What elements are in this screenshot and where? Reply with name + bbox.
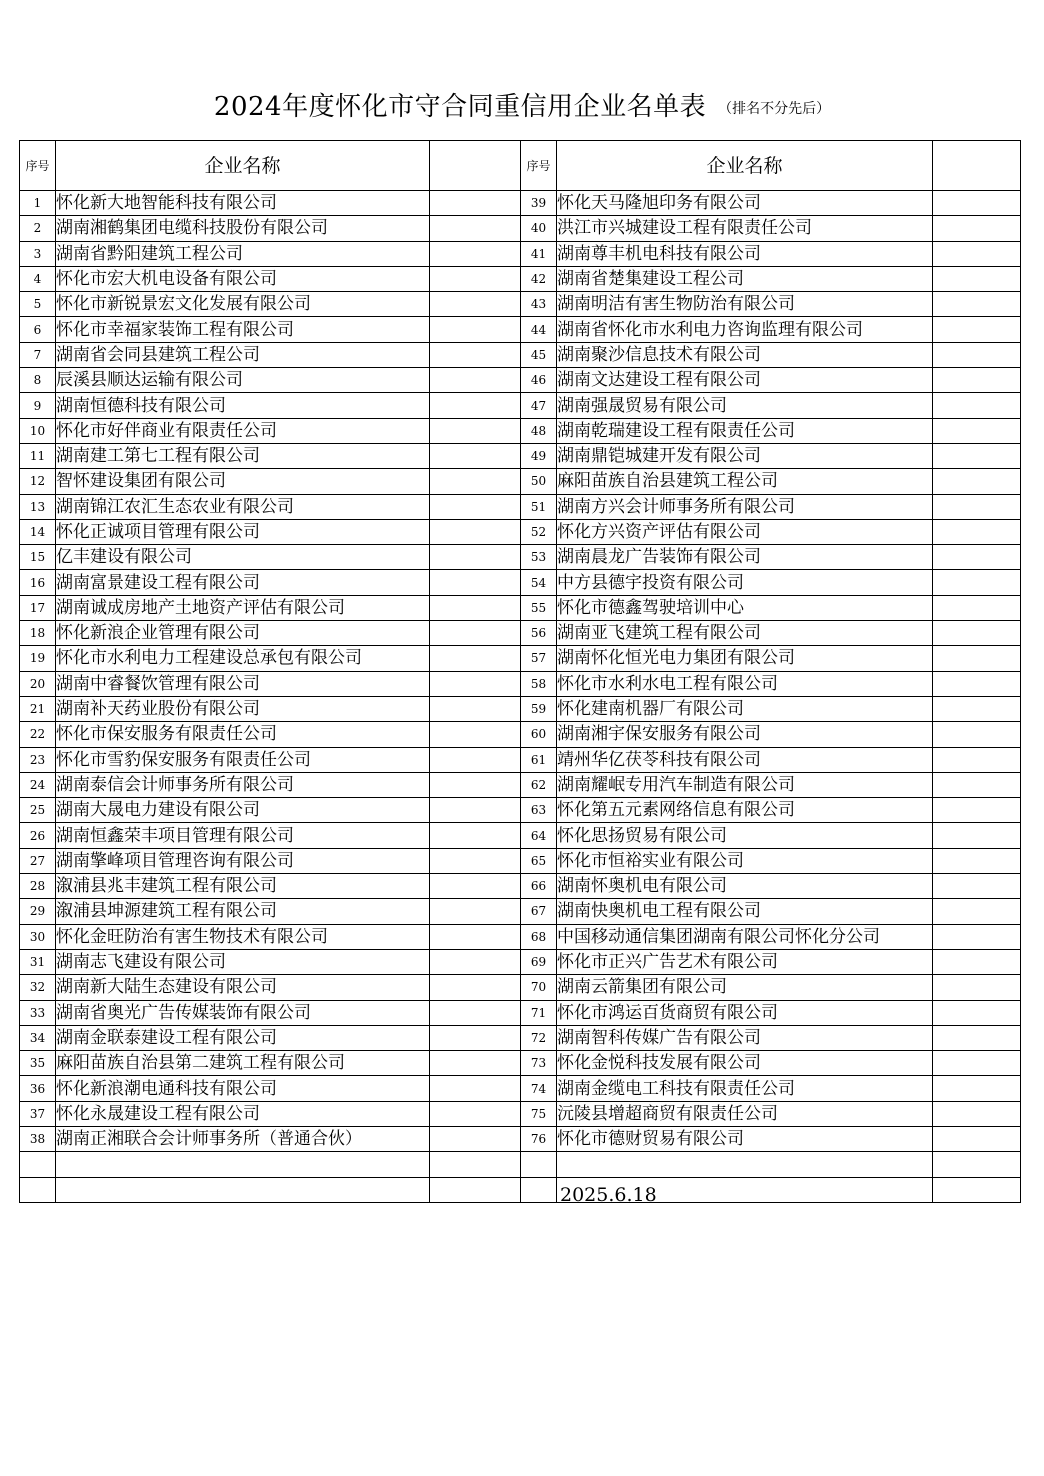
- company-name: 湖南乾瑞建设工程有限责任公司: [557, 418, 933, 443]
- blank-cell: [933, 1076, 1021, 1101]
- blank-cell: [933, 494, 1021, 519]
- blank-cell: [430, 722, 521, 747]
- row-number: 18: [20, 621, 56, 646]
- blank-cell: [430, 621, 521, 646]
- company-name: 溆浦县兆丰建筑工程有限公司: [56, 874, 430, 899]
- company-name: 辰溪县顺达运输有限公司: [56, 368, 430, 393]
- blank-cell: [430, 772, 521, 797]
- row-number: 52: [521, 519, 557, 544]
- blank-cell: [430, 191, 521, 216]
- table-row: [20, 443, 1021, 468]
- row-number: 41: [521, 241, 557, 266]
- row-number: 20: [20, 671, 56, 696]
- company-name: 湖南建工第七工程有限公司: [56, 443, 430, 468]
- table-row: [20, 646, 1021, 671]
- blank-cell: [430, 266, 521, 291]
- company-name: 怀化市水利电力工程建设总承包有限公司: [56, 646, 430, 671]
- company-name: 洪江市兴城建设工程有限责任公司: [557, 216, 933, 241]
- title-block: [0, 86, 1044, 123]
- table-row: [20, 216, 1021, 241]
- blank-cell: [430, 1051, 521, 1076]
- company-name: 麻阳苗族自治县第二建筑工程有限公司: [56, 1051, 430, 1076]
- row-number: 45: [521, 342, 557, 367]
- company-name: [56, 1152, 430, 1177]
- blank-cell: [933, 924, 1021, 949]
- blank-cell: [430, 823, 521, 848]
- blank-cell: [933, 368, 1021, 393]
- company-name: 湖南补天药业股份有限公司: [56, 696, 430, 721]
- row-number: 32: [20, 975, 56, 1000]
- blank-cell: [933, 1000, 1021, 1025]
- company-name: 湖南恒鑫荣丰项目管理有限公司: [56, 823, 430, 848]
- row-number: 35: [20, 1051, 56, 1076]
- company-name: 湖南怀奥机电有限公司: [557, 874, 933, 899]
- company-name: 怀化金悦科技发展有限公司: [557, 1051, 933, 1076]
- table-row: [20, 1000, 1021, 1025]
- row-number: 38: [20, 1126, 56, 1151]
- company-name: 湖南擎峰项目管理咨询有限公司: [56, 848, 430, 873]
- table-row: [20, 191, 1021, 216]
- company-name: 湖南尊丰机电科技有限公司: [557, 241, 933, 266]
- blank-cell: [430, 368, 521, 393]
- blank-cell: [430, 696, 521, 721]
- blank-cell: [933, 747, 1021, 772]
- company-name: 湖南云箭集团有限公司: [557, 975, 933, 1000]
- blank-cell: [430, 1126, 521, 1151]
- blank-cell: [933, 848, 1021, 873]
- row-number: 42: [521, 266, 557, 291]
- company-name: 怀化市好伴商业有限责任公司: [56, 418, 430, 443]
- blank-cell: [933, 266, 1021, 291]
- blank-cell: [430, 646, 521, 671]
- blank-cell: [430, 292, 521, 317]
- table-row: [20, 924, 1021, 949]
- row-number: 15: [20, 545, 56, 570]
- table-row: [20, 1126, 1021, 1151]
- row-number: 69: [521, 949, 557, 974]
- table-row: [20, 671, 1021, 696]
- row-number: 13: [20, 494, 56, 519]
- company-name: 湖南晨龙广告装饰有限公司: [557, 545, 933, 570]
- row-number: [521, 1152, 557, 1177]
- blank-cell: [430, 1076, 521, 1101]
- blank-cell: [933, 899, 1021, 924]
- company-name: 湖南金缆电工科技有限责任公司: [557, 1076, 933, 1101]
- company-name: 湖南智科传媒广告有限公司: [557, 1025, 933, 1050]
- row-number: 56: [521, 621, 557, 646]
- row-number: 65: [521, 848, 557, 873]
- table-row: [20, 899, 1021, 924]
- blank-cell: [933, 469, 1021, 494]
- row-number: 44: [521, 317, 557, 342]
- company-name: 怀化金旺防治有害生物技术有限公司: [56, 924, 430, 949]
- blank-cell: [933, 772, 1021, 797]
- blank-cell: [430, 1000, 521, 1025]
- header-no-right: 序号: [521, 141, 557, 191]
- row-number: 9: [20, 393, 56, 418]
- company-name: 怀化天马隆旭印务有限公司: [557, 191, 933, 216]
- blank-cell: [933, 443, 1021, 468]
- row-number: 27: [20, 848, 56, 873]
- blank-cell: [430, 393, 521, 418]
- blank-cell: [430, 747, 521, 772]
- row-number: 5: [20, 292, 56, 317]
- row-number: 11: [20, 443, 56, 468]
- row-number: 25: [20, 798, 56, 823]
- row-number: 2: [20, 216, 56, 241]
- blank-cell: [430, 216, 521, 241]
- blank-cell: [430, 418, 521, 443]
- blank-cell: [933, 519, 1021, 544]
- company-name: 怀化市幸福家装饰工程有限公司: [56, 317, 430, 342]
- company-name: 怀化方兴资产评估有限公司: [557, 519, 933, 544]
- company-name: 靖州华亿茯苓科技有限公司: [557, 747, 933, 772]
- row-number: 22: [20, 722, 56, 747]
- company-name: 怀化新大地智能科技有限公司: [56, 191, 430, 216]
- company-name: 怀化第五元素网络信息有限公司: [557, 798, 933, 823]
- row-number: 1: [20, 191, 56, 216]
- row-number: [521, 1177, 557, 1202]
- table-row: [20, 798, 1021, 823]
- blank-cell: [933, 696, 1021, 721]
- company-name: 湖南方兴会计师事务所有限公司: [557, 494, 933, 519]
- blank-cell: [430, 949, 521, 974]
- row-number: 72: [521, 1025, 557, 1050]
- row-number: [20, 1177, 56, 1202]
- company-name: 湖南志飞建设有限公司: [56, 949, 430, 974]
- blank-cell: [430, 494, 521, 519]
- company-name: 怀化市新锐景宏文化发展有限公司: [56, 292, 430, 317]
- company-name: 湖南省会同县建筑工程公司: [56, 342, 430, 367]
- row-number: 75: [521, 1101, 557, 1126]
- blank-cell: [933, 317, 1021, 342]
- company-name: 湖南泰信会计师事务所有限公司: [56, 772, 430, 797]
- blank-cell: [933, 545, 1021, 570]
- blank-cell: [430, 975, 521, 1000]
- company-name: 怀化市正兴广告艺术有限公司: [557, 949, 933, 974]
- company-name: [557, 1152, 933, 1177]
- table-row: [20, 1051, 1021, 1076]
- blank-cell: [933, 1025, 1021, 1050]
- blank-cell: [933, 671, 1021, 696]
- blank-cell: [430, 469, 521, 494]
- row-number: 61: [521, 747, 557, 772]
- blank-cell: [430, 1177, 521, 1202]
- blank-cell: [933, 191, 1021, 216]
- row-number: 66: [521, 874, 557, 899]
- row-number: 62: [521, 772, 557, 797]
- row-number: 58: [521, 671, 557, 696]
- blank-cell: [933, 292, 1021, 317]
- table-row: [20, 1025, 1021, 1050]
- blank-cell: [933, 570, 1021, 595]
- table-row: [20, 696, 1021, 721]
- blank-cell: [933, 1126, 1021, 1151]
- table-row: [20, 949, 1021, 974]
- company-name: 怀化正诚项目管理有限公司: [56, 519, 430, 544]
- table-row: [20, 1101, 1021, 1126]
- row-number: 46: [521, 368, 557, 393]
- row-number: 63: [521, 798, 557, 823]
- row-number: 73: [521, 1051, 557, 1076]
- blank-cell: [933, 1177, 1021, 1202]
- company-name: 湖南聚沙信息技术有限公司: [557, 342, 933, 367]
- blank-cell: [430, 1152, 521, 1177]
- table-row: [20, 1152, 1021, 1177]
- row-number: 74: [521, 1076, 557, 1101]
- header-no-left: 序号: [20, 141, 56, 191]
- row-number: 10: [20, 418, 56, 443]
- blank-cell: [430, 595, 521, 620]
- row-number: 64: [521, 823, 557, 848]
- blank-cell: [430, 241, 521, 266]
- company-name: 湖南文达建设工程有限公司: [557, 368, 933, 393]
- table-row: [20, 1177, 1021, 1202]
- company-name: 中国移动通信集团湖南有限公司怀化分公司: [557, 924, 933, 949]
- blank-cell: [430, 924, 521, 949]
- blank-cell: [933, 646, 1021, 671]
- table-row: [20, 494, 1021, 519]
- row-number: 60: [521, 722, 557, 747]
- company-name: 中方县德宇投资有限公司: [557, 570, 933, 595]
- blank-cell: [933, 823, 1021, 848]
- company-name: 湖南恒德科技有限公司: [56, 393, 430, 418]
- company-name: 湖南正湘联合会计师事务所（普通合伙）: [56, 1126, 430, 1151]
- blank-cell: [430, 848, 521, 873]
- row-number: 31: [20, 949, 56, 974]
- company-name: 怀化新浪潮电通科技有限公司: [56, 1076, 430, 1101]
- row-number: 23: [20, 747, 56, 772]
- row-number: 8: [20, 368, 56, 393]
- company-name: 湖南怀化恒光电力集团有限公司: [557, 646, 933, 671]
- table-row: [20, 747, 1021, 772]
- row-number: 36: [20, 1076, 56, 1101]
- company-name: 湖南强晟贸易有限公司: [557, 393, 933, 418]
- table-row: [20, 469, 1021, 494]
- row-number: 55: [521, 595, 557, 620]
- table-row: [20, 975, 1021, 1000]
- table-row: [20, 393, 1021, 418]
- company-name: 湖南耀岷专用汽车制造有限公司: [557, 772, 933, 797]
- row-number: 39: [521, 191, 557, 216]
- row-number: 29: [20, 899, 56, 924]
- row-number: 26: [20, 823, 56, 848]
- company-name: 怀化市雪豹保安服务有限责任公司: [56, 747, 430, 772]
- row-number: 48: [521, 418, 557, 443]
- blank-cell: [430, 1025, 521, 1050]
- company-name: 湖南鼎铠城建开发有限公司: [557, 443, 933, 468]
- row-number: 70: [521, 975, 557, 1000]
- row-number: 37: [20, 1101, 56, 1126]
- table-row: [20, 241, 1021, 266]
- blank-cell: [933, 216, 1021, 241]
- company-name: 溆浦县坤源建筑工程有限公司: [56, 899, 430, 924]
- company-name: 湖南省奥光广告传媒装饰有限公司: [56, 1000, 430, 1025]
- company-name: 湖南亚飞建筑工程有限公司: [557, 621, 933, 646]
- company-name: 湖南湘宇保安服务有限公司: [557, 722, 933, 747]
- row-number: 40: [521, 216, 557, 241]
- row-number: 6: [20, 317, 56, 342]
- row-number: 71: [521, 1000, 557, 1025]
- company-name: 怀化市德财贸易有限公司: [557, 1126, 933, 1151]
- date-text: 2025.6.18: [560, 1184, 657, 1206]
- company-name: 湖南富景建设工程有限公司: [56, 570, 430, 595]
- company-name: 湖南快奥机电工程有限公司: [557, 899, 933, 924]
- row-number: 4: [20, 266, 56, 291]
- table-row: [20, 368, 1021, 393]
- row-number: 50: [521, 469, 557, 494]
- row-number: 3: [20, 241, 56, 266]
- company-name: 湖南省楚集建设工程公司: [557, 266, 933, 291]
- company-name: 亿丰建设有限公司: [56, 545, 430, 570]
- row-number: 53: [521, 545, 557, 570]
- blank-cell: [430, 342, 521, 367]
- page-title: 2024年度怀化市守合同重信用企业名单表: [213, 92, 707, 122]
- blank-cell: [430, 899, 521, 924]
- table-row: [20, 722, 1021, 747]
- header-blank-left: [430, 141, 521, 191]
- table-row: [20, 266, 1021, 291]
- blank-cell: [933, 621, 1021, 646]
- table-row: [20, 570, 1021, 595]
- blank-cell: [430, 874, 521, 899]
- blank-cell: [933, 342, 1021, 367]
- company-name: 湖南省怀化市水利电力咨询监理有限公司: [557, 317, 933, 342]
- table-row: [20, 874, 1021, 899]
- row-number: 34: [20, 1025, 56, 1050]
- blank-cell: [933, 722, 1021, 747]
- blank-cell: [933, 241, 1021, 266]
- blank-cell: [933, 1051, 1021, 1076]
- row-number: 67: [521, 899, 557, 924]
- blank-cell: [430, 671, 521, 696]
- company-name: 怀化市德鑫驾驶培训中心: [557, 595, 933, 620]
- company-name: 湖南锦江农汇生态农业有限公司: [56, 494, 430, 519]
- row-number: 33: [20, 1000, 56, 1025]
- table-row: [20, 418, 1021, 443]
- blank-cell: [430, 443, 521, 468]
- row-number: 24: [20, 772, 56, 797]
- row-number: 28: [20, 874, 56, 899]
- row-number: 19: [20, 646, 56, 671]
- blank-cell: [430, 798, 521, 823]
- row-number: 51: [521, 494, 557, 519]
- row-number: 76: [521, 1126, 557, 1151]
- table-header-row: [20, 141, 1021, 191]
- row-number: 57: [521, 646, 557, 671]
- company-name: 怀化市保安服务有限责任公司: [56, 722, 430, 747]
- header-blank-right: [933, 141, 1021, 191]
- row-number: 14: [20, 519, 56, 544]
- blank-cell: [933, 1152, 1021, 1177]
- blank-cell: [933, 874, 1021, 899]
- company-name: 怀化市鸿运百货商贸有限公司: [557, 1000, 933, 1025]
- company-name: 智怀建设集团有限公司: [56, 469, 430, 494]
- company-name: 怀化思扬贸易有限公司: [557, 823, 933, 848]
- row-number: 16: [20, 570, 56, 595]
- company-name: 湖南大晟电力建设有限公司: [56, 798, 430, 823]
- table-row: [20, 772, 1021, 797]
- company-name: 怀化永晟建设工程有限公司: [56, 1101, 430, 1126]
- table-row: [20, 1076, 1021, 1101]
- company-name: 怀化市宏大机电设备有限公司: [56, 266, 430, 291]
- table-row: [20, 595, 1021, 620]
- table-row: [20, 823, 1021, 848]
- row-number: 47: [521, 393, 557, 418]
- table-row: [20, 545, 1021, 570]
- company-table: [19, 140, 1021, 1203]
- company-name: 湖南诚成房地产土地资产评估有限公司: [56, 595, 430, 620]
- row-number: 59: [521, 696, 557, 721]
- company-name: 湖南湘鹤集团电缆科技股份有限公司: [56, 216, 430, 241]
- company-name: 怀化新浪企业管理有限公司: [56, 621, 430, 646]
- company-name: 怀化市水利水电工程有限公司: [557, 671, 933, 696]
- row-number: 68: [521, 924, 557, 949]
- table-row: [20, 519, 1021, 544]
- row-number: 54: [521, 570, 557, 595]
- company-name: 湖南中睿餐饮管理有限公司: [56, 671, 430, 696]
- blank-cell: [933, 595, 1021, 620]
- row-number: 30: [20, 924, 56, 949]
- blank-cell: [430, 570, 521, 595]
- row-number: 7: [20, 342, 56, 367]
- blank-cell: [933, 1101, 1021, 1126]
- blank-cell: [430, 317, 521, 342]
- company-name: 湖南新大陆生态建设有限公司: [56, 975, 430, 1000]
- table-row: [20, 621, 1021, 646]
- company-name: 麻阳苗族自治县建筑工程公司: [557, 469, 933, 494]
- blank-cell: [933, 798, 1021, 823]
- company-name: 沅陵县增超商贸有限责任公司: [557, 1101, 933, 1126]
- header-name-left: 企业名称: [56, 141, 430, 191]
- blank-cell: [933, 418, 1021, 443]
- blank-cell: [933, 975, 1021, 1000]
- table-row: [20, 848, 1021, 873]
- row-number: 43: [521, 292, 557, 317]
- company-name: 怀化建南机器厂有限公司: [557, 696, 933, 721]
- row-number: 12: [20, 469, 56, 494]
- row-number: 49: [521, 443, 557, 468]
- company-name: 湖南省黔阳建筑工程公司: [56, 241, 430, 266]
- company-name: 湖南金联泰建设工程有限公司: [56, 1025, 430, 1050]
- row-number: 17: [20, 595, 56, 620]
- table-row: [20, 317, 1021, 342]
- company-name: 湖南明洁有害生物防治有限公司: [557, 292, 933, 317]
- row-number: [20, 1152, 56, 1177]
- table-row: [20, 342, 1021, 367]
- blank-cell: [430, 545, 521, 570]
- table-row: [20, 292, 1021, 317]
- company-name: [56, 1177, 430, 1202]
- blank-cell: [933, 949, 1021, 974]
- blank-cell: [430, 1101, 521, 1126]
- blank-cell: [430, 519, 521, 544]
- header-name-right: 企业名称: [557, 141, 933, 191]
- row-number: 21: [20, 696, 56, 721]
- company-name: 怀化市恒裕实业有限公司: [557, 848, 933, 873]
- page-subtitle: （排名不分先后）: [718, 101, 831, 117]
- blank-cell: [933, 393, 1021, 418]
